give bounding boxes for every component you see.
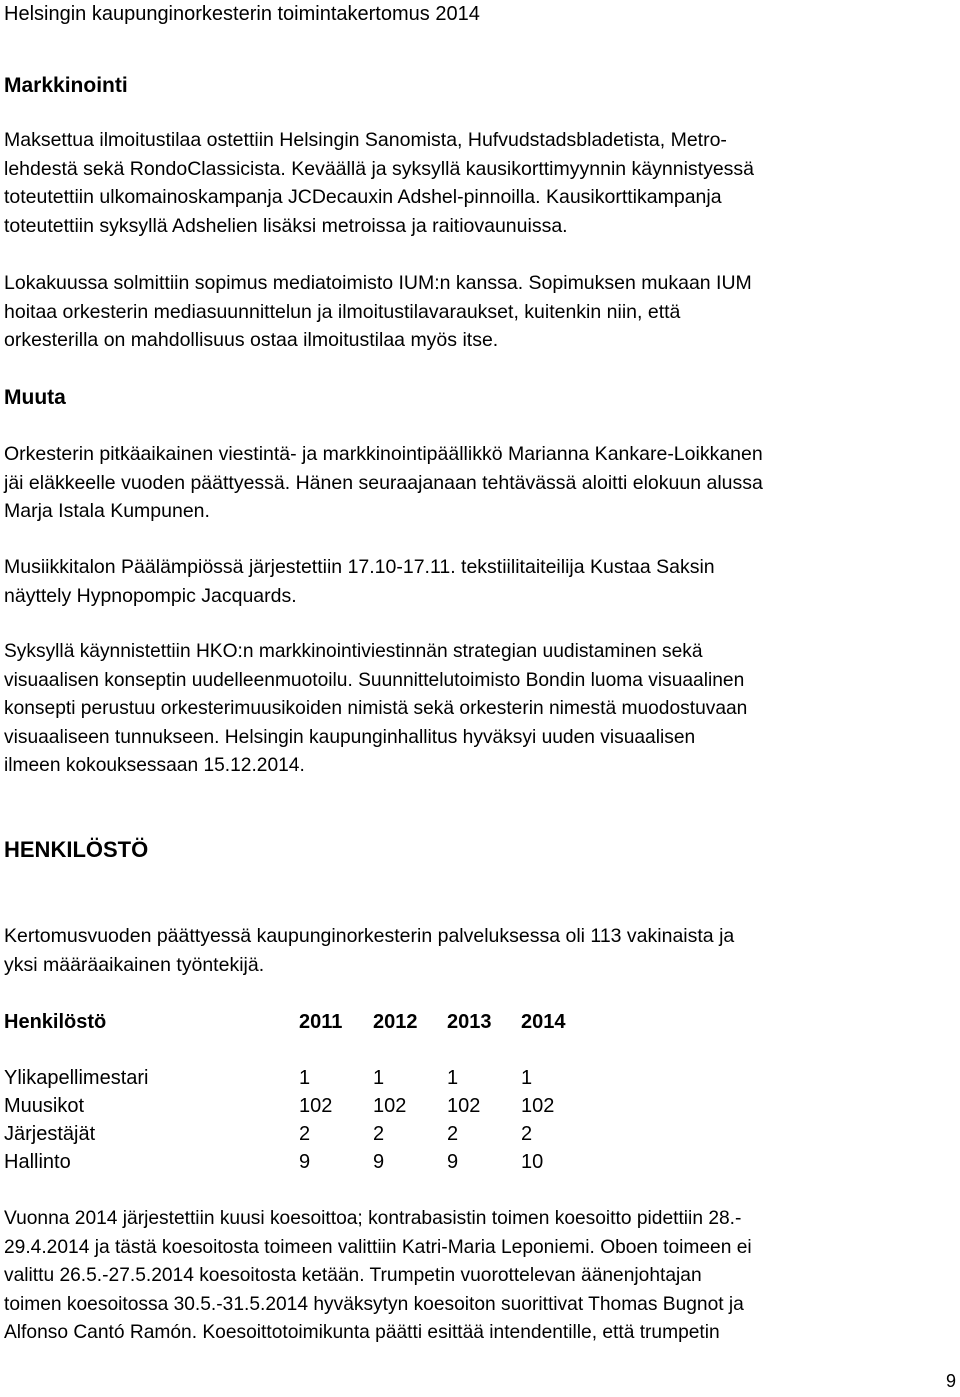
table-cell: 1 xyxy=(447,1067,459,1089)
text-line: jäi eläkkeelle vuoden päättyessä. Hänen seuraajanaan tehtävässä aloitti elokuun alussa xyxy=(4,471,763,494)
text-line: toimen koesoitossa 30.5.-31.5.2014 hyväksytyn koesoiton suorittivat Thomas Bugnot ja xyxy=(4,1293,744,1315)
staff-table xyxy=(4,1008,595,1176)
text-line: konsepti perustuu orkesterimuusikoiden nimistä sekä orkesterin nimestä muodostuvaan xyxy=(4,698,748,719)
staff-table-header-cell: 2013 xyxy=(447,1011,492,1033)
paragraph-koesoitot xyxy=(4,1205,956,1348)
paragraph-muuta-3 xyxy=(4,638,956,781)
table-cell: 102 xyxy=(447,1095,481,1117)
table-cell: 102 xyxy=(373,1095,407,1117)
staff-table-header-row xyxy=(4,1008,595,1064)
table-row xyxy=(4,1120,595,1148)
table-row xyxy=(4,1064,595,1092)
text-line: Vuonna 2014 järjestettiin kuusi koesoittoa; kontrabasistin toimen koesoitto pidettiin 28.- xyxy=(4,1208,742,1229)
table-cell: 102 xyxy=(521,1095,555,1117)
text-line: hoitaa orkesterin mediasuunnittelun ja ilmoitustilavaraukset, kuitenkin niin, että xyxy=(4,300,681,323)
table-cell: 9 xyxy=(447,1151,459,1173)
staff-table-header-cell: 2014 xyxy=(521,1011,566,1033)
table-cell: 10 xyxy=(521,1151,544,1173)
table-cell: 1 xyxy=(299,1067,311,1089)
text-line: näyttely Hypnopompic Jacquards. xyxy=(4,584,297,607)
text-line: Maksettua ilmoitustilaa ostettiin Helsingin Sanomista, Hufvudstadsbladetista, Metro- xyxy=(4,129,727,151)
table-cell: 2 xyxy=(521,1123,533,1145)
staff-table-header-cell: Henkilöstö xyxy=(4,1011,107,1033)
table-cell: 2 xyxy=(447,1123,459,1145)
text-line: toteutettiin ulkomainoskampanja JCDecauxin Adshel-pinnoilla. Kausikorttikampanja xyxy=(4,186,722,208)
text-line: Alfonso Cantó Ramón. Koesoittotoimikunta päätti esittää intendentille, että trumpetin xyxy=(4,1322,720,1343)
table-cell: Järjestäjät xyxy=(4,1123,96,1145)
text-line: orkesterilla on mahdollisuus ostaa ilmoitustilaa myös itse. xyxy=(4,329,499,351)
paragraph-henkilosto-intro xyxy=(4,922,956,979)
heading-markkinointi: Markkinointi xyxy=(4,74,128,97)
text-line: lehdestä sekä RondoClassicista. Keväällä ja syksyllä kausikorttimyynnin käynnistyessä xyxy=(4,157,755,180)
table-cell: Hallinto xyxy=(4,1151,71,1173)
paragraph-muuta-2 xyxy=(4,553,956,610)
paragraph-markkinointi-2 xyxy=(4,269,956,355)
text-line: ilmeen kokouksessaan 15.12.2014. xyxy=(4,755,305,776)
table-cell: Ylikapellimestari xyxy=(4,1067,149,1089)
text-line: Marja Istala Kumpunen. xyxy=(4,500,210,522)
text-line: toteutettiin syksyllä Adshelien lisäksi metroissa ja raitiovaunuissa. xyxy=(4,214,568,237)
text-line: Kertomusvuoden päättyessä kaupunginorkesterin palveluksessa oli 113 vakinaista ja xyxy=(4,925,735,947)
text-line: visuaalisen konseptin uudelleenmuotoilu. Suunnittelutoimisto Bondin luoma visuaalinen xyxy=(4,669,745,691)
table-cell: 1 xyxy=(373,1067,385,1089)
text-line: Syksyllä käynnistettiin HKO:n markkinointiviestinnän strategian uudistaminen sekä xyxy=(4,641,703,662)
text-line: Musiikkitalon Päälämpiössä järjestettiin 17.10-17.11. tekstiilitaiteilija Kustaa Saksin xyxy=(4,556,715,578)
table-cell: Muusikot xyxy=(4,1095,85,1117)
table-cell: 9 xyxy=(373,1151,385,1173)
table-row xyxy=(4,1092,595,1120)
table-cell: 9 xyxy=(299,1151,311,1173)
text-line: visuaaliseen tunnukseen. Helsingin kaupunginhallitus hyväksyi uuden visuaalisen xyxy=(4,726,696,748)
paragraph-muuta-1 xyxy=(4,440,956,526)
heading-muuta: Muuta xyxy=(4,386,66,409)
text-line: 29.4.2014 ja tästä koesoitosta toimeen valittiin Katri-Maria Leponiemi. Oboen toimeen ei xyxy=(4,1236,752,1258)
table-cell: 2 xyxy=(373,1123,385,1145)
text-line: Lokakuussa solmittiin sopimus mediatoimisto IUM:n kanssa. Sopimuksen mukaan IUM xyxy=(4,272,752,294)
text-line: yksi määräaikainen työntekijä. xyxy=(4,953,265,976)
page-number: 9 xyxy=(946,1371,957,1391)
staff-table-header-cell: 2011 xyxy=(299,1011,343,1033)
heading-henkilosto: HENKILÖSTÖ xyxy=(4,837,149,862)
table-cell: 1 xyxy=(521,1067,533,1089)
table-row xyxy=(4,1148,595,1176)
table-cell: 2 xyxy=(299,1123,311,1145)
paragraph-markkinointi-1 xyxy=(4,126,956,240)
text-line: valittu 26.5.-27.5.2014 koesoitosta ketään. Trumpetin vuorottelevan äänenjohtajan xyxy=(4,1265,702,1286)
text-line: Orkesterin pitkäaikainen viestintä- ja markkinointipäällikkö Marianna Kankare-Loikkanen xyxy=(4,443,763,465)
table-cell: 102 xyxy=(299,1095,333,1117)
staff-table-header-cell: 2012 xyxy=(373,1011,418,1033)
page-header-title: Helsingin kaupunginorkesterin toimintakertomus 2014 xyxy=(4,3,480,25)
